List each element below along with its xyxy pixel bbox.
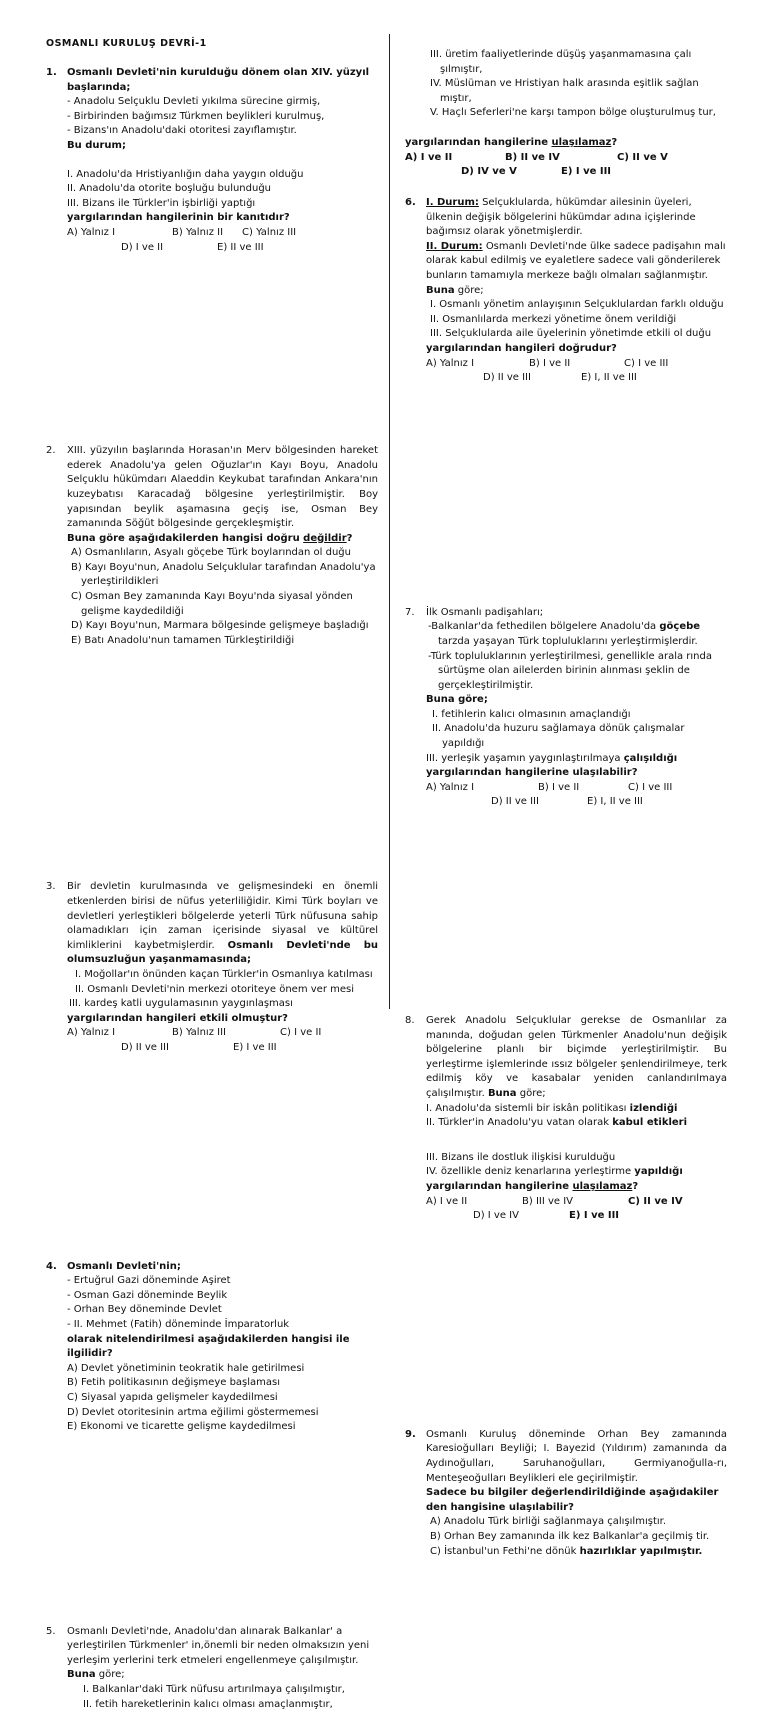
statement-item: III. kardeş katli uygulamasının yaygınlaşması <box>69 998 293 1010</box>
question-text: Osmanlı Kuruluş döneminde Orhan Bey zamanında Karesioğulları Beyliği; I. Bayezid (Yıldırım) zamanında da Aydınoğulları, Saruhanoğulları, Germiyanoğulla-rı, Menteşeoğulları Beylikleri ele geçirilmiştir. <box>426 1428 727 1484</box>
question-prompt: yargılarından hangilerinin bir kanıtıdır? <box>67 212 290 224</box>
answer-options <box>426 371 727 386</box>
question-number: 5. <box>46 1625 56 1637</box>
question-text: Osmanlı Devleti'nde, Anadolu'dan alınarak Balkanlar' a yerleştirilen Türkmenler' in,önemli bir neden olmaksızın yeni yerleşim yerlerini terk etmeleri engellenmeye çalışılmıştır. Buna göre; <box>67 1625 370 1681</box>
question-lead: Buna göre; <box>426 694 488 706</box>
document-title: OSMANLI KURULUŞ DEVRİ-1 <box>46 38 207 49</box>
option-c[interactable]: C) II ve V <box>617 151 668 163</box>
question-1 <box>46 66 378 255</box>
question-9 <box>405 1428 727 1559</box>
case-2: II. Durum: Osmanlı Devleti'nde ülke sadece padişahın malı olarak kabul edilmiş ve eyaletlere sadece vali gönderilerek bunların tamamıyla merkeze bağlı olmaları sağlanmıştır. Buna göre; <box>426 240 726 296</box>
question-prompt: olarak nitelendirilmesi aşağıdakilerden hangisi ile ilgilidir? <box>67 1333 350 1360</box>
question-7 <box>405 606 727 810</box>
option-c[interactable]: C) I ve III <box>624 357 669 369</box>
statement-item: II. Osmanlılarda merkezi yönetime önem verildiği <box>430 313 677 325</box>
question-text: XIII. yüzyılın başlarında Horasan'ın Merv bölgesinden hareket ederek Anadolu'ya gelen Oğuzlar'ın Kayı Boyu, Anadolu Selçuklu hükümdarı Alaeddin Keykubat tarafından Ankara'nın kuzeybatısı Karacadağ bölgesine yerleştirilmiştir. Boy yapısından beylik aşamasına geçiş ise, Osman Bey zamanında Söğüt bölgesinde gerçekleşmiştir. <box>67 445 378 530</box>
fact-line: - II. Mehmet (Fatih) döneminde İmparatorluk <box>67 1318 290 1330</box>
statement-item: I. Balkanlar'daki Türk nüfusu artırılmaya çalışılmıştır, <box>83 1684 345 1696</box>
statement-item: II. Osmanlı Devleti'nin merkezi otoriteye önem ver mesi <box>75 983 354 995</box>
option-e[interactable]: E) I, II ve III <box>587 796 643 808</box>
statement-item: IV. Müslüman ve Hristiyan halk arasında eşitlik sağlan mıştır, <box>430 78 699 104</box>
answer-options <box>426 795 727 810</box>
right-column <box>405 0 727 1557</box>
left-column <box>46 0 378 1710</box>
option-e[interactable]: E) I, II ve III <box>581 372 637 384</box>
option-b[interactable]: B) Yalnız III <box>172 1027 226 1039</box>
question-text: Gerek Anadolu Selçuklular gerekse de Osmanlılar za manında, doğudan gelen Türkmenler Anadolu'nun değişik bölgelerine planlı bir biçimde yerleştirilmiştir. Bu yerleştirme işlemlerinde ıssız bölgeler şenlendirilmeye, terk edilmiş köy ve kasabalar yeniden canlandırılmaya çalışılmıştır. Buna göre; <box>426 1015 727 1099</box>
question-number: 9. <box>405 1428 416 1440</box>
statement-item: III. Bizans ile Türkler'in işbirliği yaptığı <box>67 197 256 209</box>
answer-options <box>67 1041 378 1056</box>
option-c[interactable]: C) II ve IV <box>628 1195 683 1207</box>
answer-options <box>67 241 378 256</box>
statement-item: I. Moğollar'ın önünden kaçan Türkler'in Osmanlıya katılması <box>75 969 373 980</box>
question-number: 1. <box>46 67 57 78</box>
option-d[interactable]: D) II ve III <box>483 372 531 384</box>
statement-item: II. Anadolu'da otorite boşluğu bulunduğu <box>67 183 272 195</box>
question-5-answers <box>405 136 727 180</box>
statement-item: II. Türkler'in Anadolu'yu vatan olarak kabul etikleri <box>426 1117 688 1129</box>
option-c[interactable]: C) Siyasal yapıda gelişmeler kaydedilmesi <box>67 1391 278 1403</box>
case-1: I. Durum: Selçuklularda, hükümdar ailesinin üyeleri, ülkenin değişik bölgelerini hükümdar adına içişlerinde bağımsız olarak yönetmişlerdir. <box>426 197 696 238</box>
question-number: 3. <box>46 881 56 893</box>
option-c[interactable]: C) Osman Bey zamanında Kayı Boyu'nda siyasal yönden gelişme kaydedildiği <box>71 591 353 617</box>
option-b[interactable]: B) Orhan Bey zamanında ilk kez Balkanlar'a geçilmiş tir. <box>430 1530 710 1542</box>
option-d[interactable]: D) II ve III <box>121 1041 169 1053</box>
option-d[interactable]: D) I ve II <box>121 241 164 253</box>
answer-options <box>405 151 727 166</box>
option-b[interactable]: B) Kayı Boyu'nun, Anadolu Selçuklular tarafından Anadolu'ya yerleştirildikleri <box>71 561 376 588</box>
question-8 <box>405 1014 727 1224</box>
question-prompt: yargılarından hangilerine ulaşılabilir? <box>426 767 638 779</box>
question-3 <box>46 880 378 1055</box>
question-5 <box>46 1625 378 1712</box>
option-b[interactable]: B) Yalnız II <box>172 226 224 238</box>
option-e[interactable]: E) I ve III <box>233 1041 277 1053</box>
statement-item: I. Anadolu'da sistemli bir iskân politikası izlendiği <box>426 1102 678 1114</box>
question-6 <box>405 196 727 386</box>
statement-item: I. Osmanlı yönetim anlayışının Selçuklulardan farklı olduğu <box>430 299 724 311</box>
question-prompt: yargılarından hangilerine ulaşılamaz? <box>426 1180 639 1192</box>
statement-item: II. fetih hareketlerinin kalıcı olması amaçlanmıştır, <box>83 1698 333 1710</box>
option-b[interactable]: B) II ve IV <box>505 151 560 163</box>
question-stem: Osmanlı Devleti'nin kurulduğu dönem olan XIV. yüzyıl başlarında; <box>67 67 370 93</box>
statement-item: III. Selçuklularda aile üyelerinin yönetimde etkili ol duğu <box>430 328 712 340</box>
answer-options <box>426 1195 727 1210</box>
option-a[interactable]: A) Devlet yönetiminin teokratik hale getirilmesi <box>67 1362 305 1374</box>
fact-line: - Orhan Bey döneminde Devlet <box>67 1304 222 1316</box>
fact-line: - Anadolu Selçuklu Devleti yıkılma sürecine girmiş, <box>67 96 321 108</box>
option-c[interactable]: C) I ve III <box>628 781 673 793</box>
option-d[interactable]: D) I ve IV <box>473 1210 519 1222</box>
answer-options <box>67 1026 378 1041</box>
question-lead: Bu durum; <box>67 139 126 151</box>
option-d[interactable]: D) II ve III <box>491 796 539 808</box>
option-c[interactable]: C) İstanbul'un Fethi'ne dönük hazırlıklar yapılmıştır. <box>430 1545 703 1557</box>
option-e[interactable]: E) Ekonomi ve ticarette gelişme kaydedilmesi <box>67 1421 296 1433</box>
question-prompt: Buna göre aşağıdakilerden hangisi doğru değildir? <box>67 532 353 544</box>
question-number: 4. <box>46 1260 57 1272</box>
option-e[interactable]: E) II ve III <box>217 241 264 253</box>
fact-line: - Birbirinden bağımsız Türkmen beylikleri kurulmuş, <box>67 110 325 122</box>
answer-options <box>426 357 727 372</box>
fact-line: - Osman Gazi döneminde Beylik <box>67 1289 228 1301</box>
question-prompt: yargılarından hangilerine ulaşılamaz? <box>405 137 618 148</box>
answer-options <box>426 781 727 796</box>
question-5-continued <box>405 48 727 121</box>
option-a[interactable]: A) Anadolu Türk birliği sağlanmaya çalışılmıştır. <box>430 1516 667 1528</box>
question-prompt: Sadece bu bilgiler değerlendirildiğinde aşağıdakiler den hangisine ulaşılabilir? <box>426 1487 719 1513</box>
statement-item: I. Anadolu'da Hristiyanlığın daha yaygın olduğu <box>67 168 304 180</box>
option-a[interactable]: A) Yalnız I <box>426 357 475 369</box>
option-e[interactable]: E) Batı Anadolu'nun tamamen Türkleştirildiği <box>71 634 295 646</box>
option-b[interactable]: B) I ve II <box>529 357 571 369</box>
statement-item: I. fetihlerin kalıcı olmasının amaçlandığı <box>432 708 631 720</box>
option-a[interactable]: A) Osmanlıların, Asyalı göçebe Türk boylarından ol duğu <box>71 547 351 559</box>
fact-line: - Ertuğrul Gazi döneminde Aşiret <box>67 1275 231 1287</box>
option-e[interactable]: E) I ve III <box>569 1210 620 1222</box>
option-b[interactable]: B) I ve II <box>538 781 580 793</box>
option-d[interactable]: D) Kayı Boyu'nun, Marmara bölgesinde gelişmeye başladığı <box>71 620 369 632</box>
statement-item: V. Haçlı Seferleri'ne karşı tampon bölge oluşturulmuş tur, <box>430 107 716 119</box>
statement-item: II. Anadolu'da huzuru sağlamaya dönük çalışmalar yapıldığı <box>432 723 685 750</box>
answer-options <box>405 165 727 180</box>
answer-options <box>426 1209 727 1224</box>
question-stem: Osmanlı Devleti'nin; <box>67 1260 181 1272</box>
option-a[interactable]: A) I ve II <box>426 1195 468 1207</box>
question-2 <box>46 444 378 648</box>
option-a[interactable]: A) I ve II <box>405 151 453 163</box>
column-divider <box>389 34 390 1009</box>
option-d[interactable]: D) IV ve V <box>461 166 517 178</box>
statement-item: IV. özellikle deniz kenarlarına yerleştirme yapıldığı <box>426 1166 683 1178</box>
question-number: 8. <box>405 1015 415 1027</box>
question-number: 6. <box>405 197 416 208</box>
option-c[interactable]: C) Yalnız III <box>242 226 297 238</box>
option-a[interactable]: A) Yalnız I <box>426 781 475 793</box>
fact-line: - Bizans'ın Anadolu'daki otoritesi zayıflamıştır. <box>67 125 297 137</box>
statement-item: III. Bizans ile dostluk ilişkisi kurulduğu <box>426 1151 616 1163</box>
statement-item: III. yerleşik yaşamın yaygınlaştırılmaya çalışıldığı <box>426 752 678 764</box>
fact-line: -Balkanlar'da fethedilen bölgelere Anadolu'da göçebe tarzda yaşayan Türk topluluklarını yerleştirmişlerdir. <box>428 621 701 647</box>
option-a[interactable]: A) Yalnız I <box>67 1027 116 1039</box>
question-number: 2. <box>46 445 56 457</box>
fact-line: -Türk topluluklarının yerleştirilmesi, genellikle arala rında sürtüşme olan ailelerden birinin alınması şeklin de gerçekleştirilmiştir. <box>428 650 712 691</box>
option-b[interactable]: B) III ve IV <box>522 1195 574 1207</box>
question-prompt: yargılarından hangileri etkili olmuştur? <box>67 1012 288 1024</box>
option-c[interactable]: C) I ve II <box>280 1027 322 1039</box>
option-b[interactable]: B) Fetih politikasının değişmeye başlaması <box>67 1377 281 1389</box>
question-prompt: yargılarından hangileri doğrudur? <box>426 342 617 354</box>
option-d[interactable]: D) Devlet otoritesinin artma eğilimi göstermemesi <box>67 1406 319 1418</box>
question-number: 7. <box>405 606 415 618</box>
question-text: Bir devletin kurulmasında ve gelişmesindeki en önemli etkenlerden birisi de nüfus yeterliliğidir. Kimi Türk boyları ve devletleri yerleştikleri bölgelerde yeterli Türk nüfusuna sahip olamadıkları için zaman içerisinde siyasal ve kültürel kimliklerini kaybetmişlerdir. Osmanlı Devleti'nde bu olumsuzluğun yaşanmamasında; <box>67 881 378 966</box>
answer-options <box>67 226 378 241</box>
option-a[interactable]: A) Yalnız I <box>67 226 116 238</box>
question-4 <box>46 1260 378 1435</box>
option-e[interactable]: E) I ve III <box>561 166 612 178</box>
statement-item: III. üretim faaliyetlerinde düşüş yaşanmamasına çalı şılmıştır, <box>430 49 692 75</box>
question-stem: İlk Osmanlı padişahları; <box>426 606 544 618</box>
